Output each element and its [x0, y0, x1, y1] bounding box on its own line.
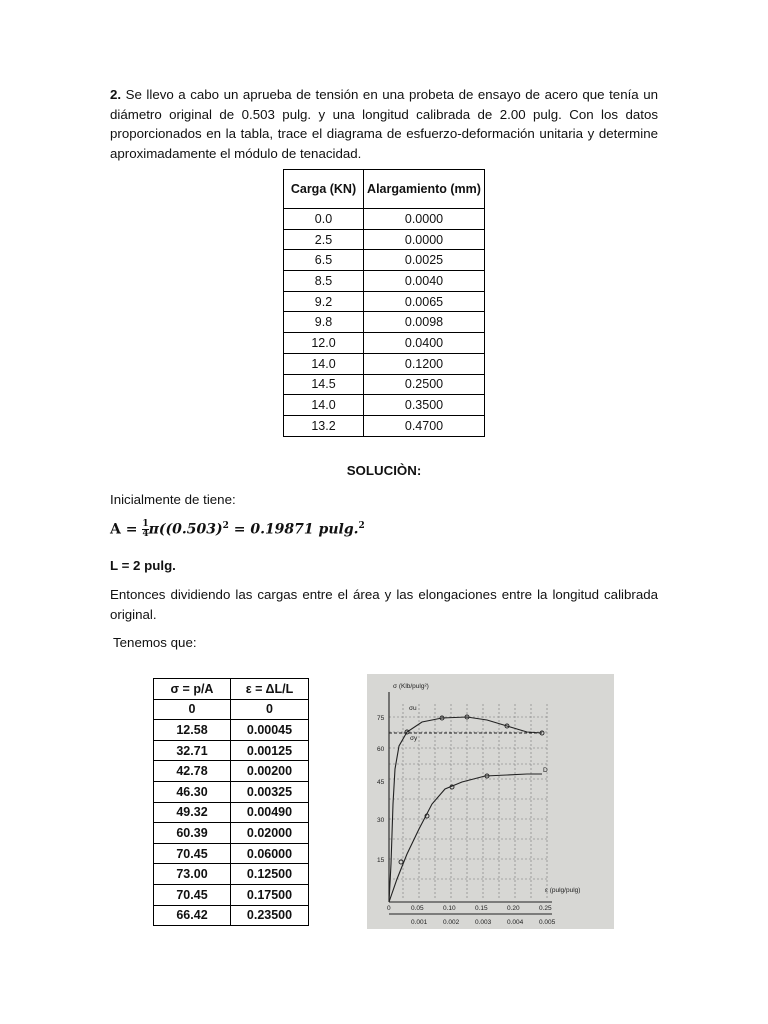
svg-text:D: D: [543, 767, 548, 774]
table-row: [284, 333, 485, 354]
table-cell: 0.2500: [364, 374, 485, 395]
table-cell: 0.00200: [231, 761, 309, 782]
header-stress: σ = p/A: [154, 679, 231, 700]
svg-text:60: 60: [377, 746, 385, 753]
svg-text:0.20: 0.20: [507, 905, 520, 912]
table-cell: 0: [231, 699, 309, 720]
table-row: [154, 781, 309, 802]
table-cell: 0.3500: [364, 395, 485, 416]
header-elongation: Alargamiento (mm): [364, 170, 485, 209]
table-row: [154, 843, 309, 864]
svg-text:15: 15: [377, 857, 385, 864]
problem-text: Se llevo a cabo un aprueba de tensión en una probeta de ensayo de acero que tenía un diámetro original de 0.503 pulg. y una longitud calibrada de 2.00 pulg. Con los datos proporcionados en la tabla, trace el diagrama de esfuerzo-deformación unitaria y determine aproximadamente el módulo de tenacidad.: [110, 87, 658, 161]
table-cell: 0.12500: [231, 864, 309, 885]
stress-strain-table: [153, 678, 309, 926]
table-cell: 0.0000: [364, 229, 485, 250]
table-cell: 0.0000: [364, 209, 485, 230]
table-cell: 0.17500: [231, 884, 309, 905]
table-row: [284, 312, 485, 333]
table-cell: 60.39: [154, 823, 231, 844]
svg-text:0.25: 0.25: [539, 905, 552, 912]
header-load: Carga (KN): [284, 170, 364, 209]
stress-strain-diagram-image: [367, 674, 614, 929]
table-cell: 0.06000: [231, 843, 309, 864]
table-row: [284, 209, 485, 230]
table-cell: 9.2: [284, 291, 364, 312]
table-cell: 42.78: [154, 761, 231, 782]
figure-xlabel: ε (pulg/pulg): [545, 887, 581, 894]
table-row: [154, 699, 309, 720]
svg-text:75: 75: [377, 715, 385, 722]
table-cell: 32.71: [154, 740, 231, 761]
table-cell: 0.00045: [231, 720, 309, 741]
table-row: [284, 415, 485, 436]
header-strain: ε = ΔL/L: [231, 679, 309, 700]
svg-text:0.10: 0.10: [443, 905, 456, 912]
table-cell: 0.00125: [231, 740, 309, 761]
svg-text:0.002: 0.002: [443, 919, 460, 926]
length-value: L = 2 pulg.: [110, 558, 176, 573]
solution-explanation: Entonces dividiendo las cargas entre el área y las elongaciones entre la longitud calibrada original.: [110, 587, 658, 622]
table-row: [284, 250, 485, 271]
table-row: [154, 884, 309, 905]
table-cell: 0.00325: [231, 781, 309, 802]
svg-text:0.15: 0.15: [475, 905, 488, 912]
table-cell: 0: [154, 699, 231, 720]
table-cell: 0.0025: [364, 250, 485, 271]
svg-text:0.05: 0.05: [411, 905, 424, 912]
table-cell: 0.0098: [364, 312, 485, 333]
table-row: [154, 864, 309, 885]
table-cell: 46.30: [154, 781, 231, 802]
table-cell: 9.8: [284, 312, 364, 333]
table-cell: 8.5: [284, 271, 364, 292]
area-formula: A = $\frac{1}{4}$ $\pi((0.503)^2 = 0.19871$ pulg.$^2$: [110, 519, 365, 539]
table-cell: 12.0: [284, 333, 364, 354]
table-cell: 6.5: [284, 250, 364, 271]
table-row: [284, 374, 485, 395]
table-row: [154, 802, 309, 823]
table-cell: 13.2: [284, 415, 364, 436]
table-row: [284, 353, 485, 374]
solution-heading: SOLUCIÒN:: [346, 463, 422, 478]
table-cell: 73.00: [154, 864, 231, 885]
table-row: [154, 761, 309, 782]
table-cell: 70.45: [154, 884, 231, 905]
figure-ylabel: σ (Klb/pulg²): [393, 683, 429, 690]
table-cell: 14.0: [284, 395, 364, 416]
svg-text:0.005: 0.005: [539, 919, 556, 926]
table-row: [154, 720, 309, 741]
table-cell: 49.32: [154, 802, 231, 823]
table-cell: 0.1200: [364, 353, 485, 374]
svg-text:0.003: 0.003: [475, 919, 492, 926]
table-cell: 66.42: [154, 905, 231, 926]
table-row: [154, 823, 309, 844]
table-row: [154, 905, 309, 926]
table-cell: 0.23500: [231, 905, 309, 926]
svg-text:0.004: 0.004: [507, 919, 524, 926]
table-cell: 0.0065: [364, 291, 485, 312]
svg-text:45: 45: [377, 779, 385, 786]
load-elongation-table: [283, 169, 485, 437]
solution-intro: Inicialmente de tiene:: [110, 492, 236, 507]
fraction: $\frac{1}{4}$: [142, 519, 149, 539]
table-cell: 14.0: [284, 353, 364, 374]
problem-number: 2.: [110, 87, 122, 102]
table-row: [284, 229, 485, 250]
table-cell: 2.5: [284, 229, 364, 250]
table-cell: 0.4700: [364, 415, 485, 436]
svg-text:σu: σu: [409, 705, 417, 712]
table-row: [154, 740, 309, 761]
table-cell: 0.0040: [364, 271, 485, 292]
table-cell: 0.00490: [231, 802, 309, 823]
table-cell: 12.58: [154, 720, 231, 741]
table-cell: 0.0: [284, 209, 364, 230]
table-cell: 0.0400: [364, 333, 485, 354]
svg-text:0.001: 0.001: [411, 919, 428, 926]
table-cell: 70.45: [154, 843, 231, 864]
table-cell: 14.5: [284, 374, 364, 395]
table-row: [284, 395, 485, 416]
problem-statement: [110, 85, 658, 163]
tenemos-label: Tenemos que:: [113, 635, 197, 650]
svg-text:30: 30: [377, 817, 385, 824]
table-cell: 0.02000: [231, 823, 309, 844]
table-row: [284, 271, 485, 292]
table-row: [284, 291, 485, 312]
svg-text:0: 0: [387, 905, 391, 912]
svg-text:σy: σy: [410, 735, 418, 742]
